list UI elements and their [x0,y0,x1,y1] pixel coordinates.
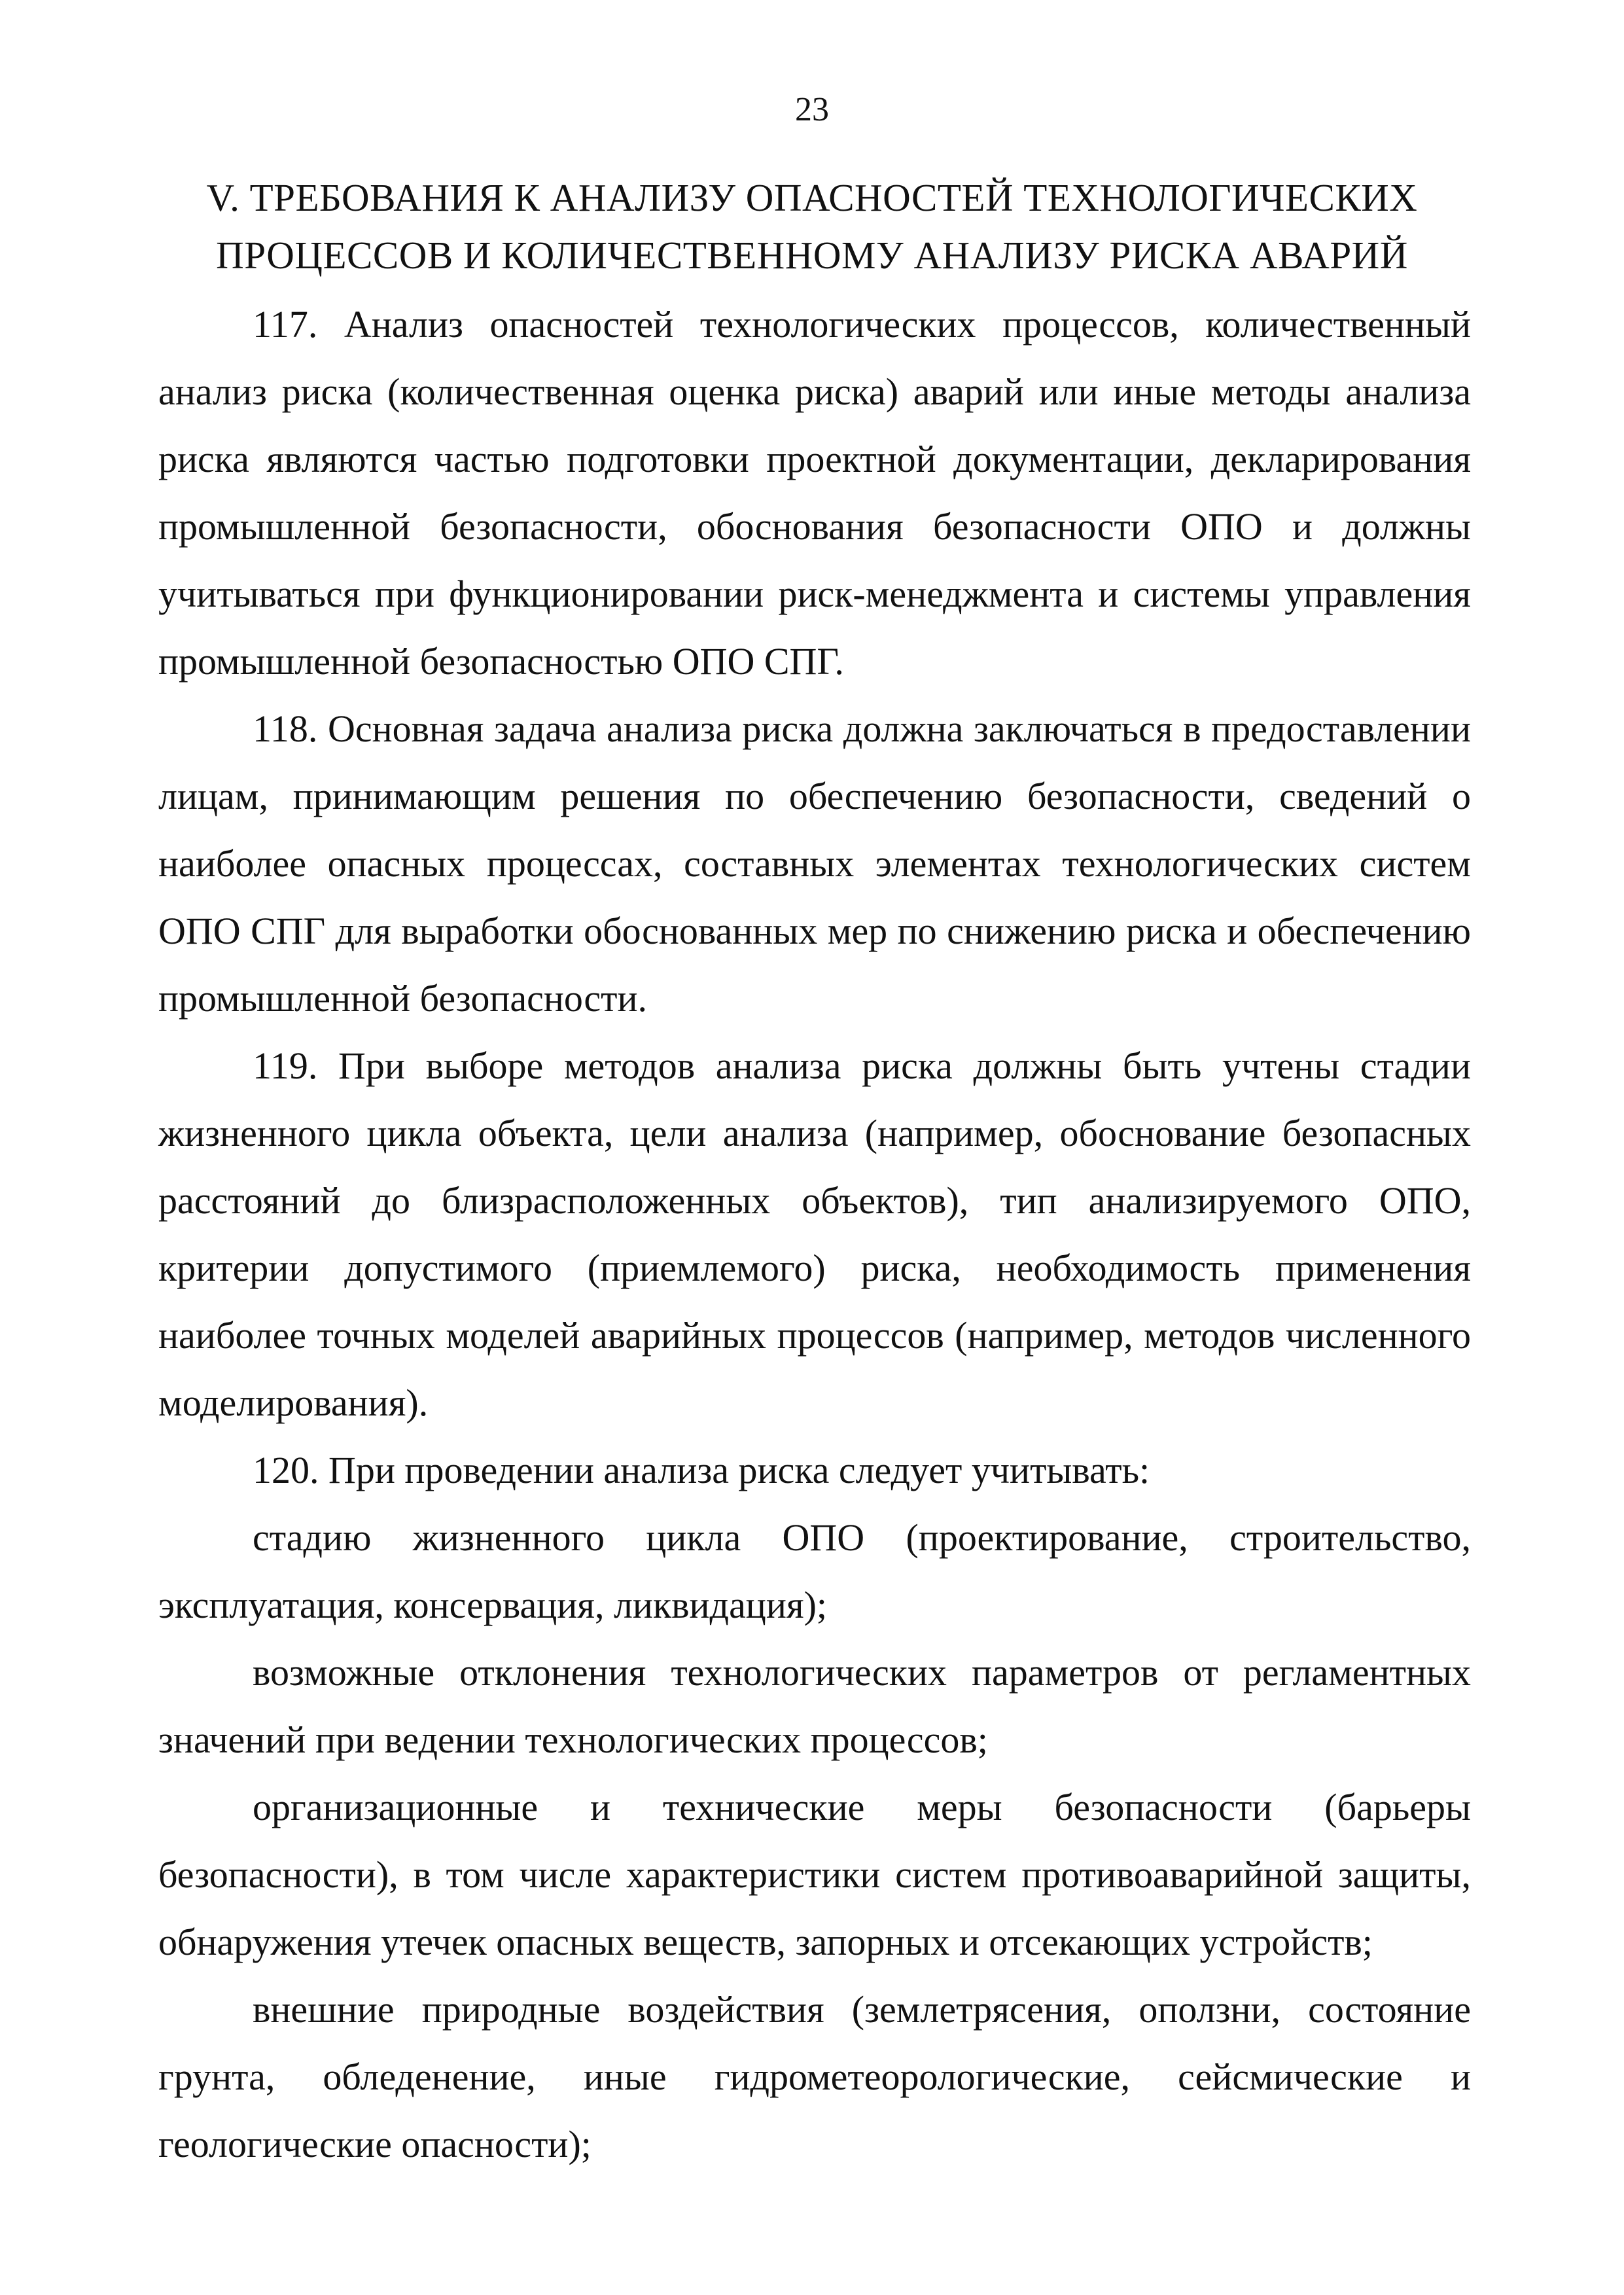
list-item-safety-measures: организационные и технические меры безопасности (барьеры безопасности), в том числе характеристики систем противоаварийной защиты, обнаружения утечек опасных веществ, запорных и отсекающих устройств; [158,1786,1471,1963]
list-item-natural-impacts: внешние природные воздействия (землетрясения, оползни, состояние грунта, обледенение, иные гидрометеорологические, сейсмические и геологические опасности); [158,1988,1471,2165]
list-item-parameter-deviations: возможные отклонения технологических параметров от регламентных значений при ведении технологических процессов; [158,1651,1471,1761]
paragraph-119: 119. При выборе методов анализа риска должны быть учтены стадии жизненного цикла объекта, цели анализа (например, обоснование безопасных расстояний до близрасположенных объектов), тип анализируемого ОПО, критерии допустимого (приемлемого) риска, необходимость применения наиболее точных моделей аварийных процессов (например, методов численного моделирования). [158,1044,1471,1424]
paragraph-117: 117. Анализ опасностей технологических процессов, количественный анализ риска (количественная оценка риска) аварий или иные методы анализа риска являются частью подготовки проектной документации, декларирования промышленной безопасности, обоснования безопасности ОПО и должны учитываться при функционировании риск-менеджмента и системы управления промышленной безопасностью ОПО СПГ. [158,303,1471,683]
page-number: 23 [795,91,829,128]
section-title [157,169,1467,284]
list-item-lifecycle-stage: стадию жизненного цикла ОПО (проектирование, строительство, эксплуатация, консервация, ликвидация); [158,1516,1471,1626]
body-text [158,291,1471,2178]
paragraph-120: 120. При проведении анализа риска следует учитывать: [253,1449,1150,1491]
section-title-line-1: V. ТРЕБОВАНИЯ К АНАЛИЗУ ОПАСНОСТЕЙ ТЕХНОЛОГИЧЕСКИХ [206,176,1418,219]
section-title-line-2: ПРОЦЕССОВ И КОЛИЧЕСТВЕННОМУ АНАЛИЗУ РИСКА АВАРИЙ [216,234,1408,277]
paragraph-118: 118. Основная задача анализа риска должна заключаться в предоставлении лицам, принимающим решения по обеспечению безопасности, сведений о наиболее опасных процессах, составных элементах технологических систем ОПО СПГ для выработки обоснованных мер по снижению риска и обеспечению промышленной безопасности. [158,707,1471,1020]
